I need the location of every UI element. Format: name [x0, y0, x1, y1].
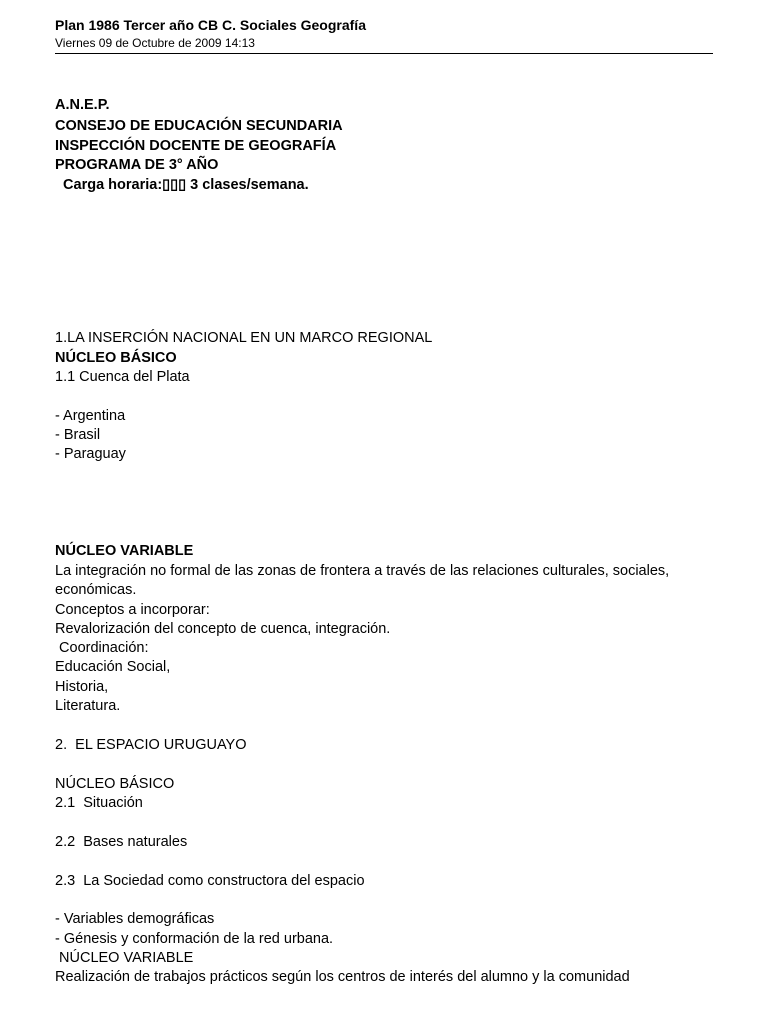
section-1-variable-text-cont: económicas. — [55, 582, 137, 598]
heading-carga-horaria: Carga horaria:▯▯▯ 3 clases/semana. — [55, 177, 309, 193]
country-item: - Paraguay — [55, 446, 126, 462]
item-2-3: 2.3 La Sociedad como constructora del espacio — [55, 873, 365, 889]
concepts-label: Conceptos a incorporar: — [55, 602, 210, 618]
section-1-variable-text: La integración no formal de las zonas de frontera a través de las relaciones culturales, sociales, — [55, 563, 670, 579]
header-divider — [55, 53, 713, 54]
section-1-variable-label: NÚCLEO VARIABLE — [55, 543, 194, 559]
section-2-variable-text: Realización de trabajos prácticos según los centros de interés del alumno y la comunidad — [55, 969, 630, 985]
heading-anep: A.N.E.P. — [55, 97, 110, 113]
document-title: Plan 1986 Tercer año CB C. Sociales Geografía — [55, 17, 366, 33]
section-1-basic-label: NÚCLEO BÁSICO — [55, 350, 177, 366]
item-2-1: 2.1 Situación — [55, 795, 143, 811]
sub-item: - Génesis y conformación de la red urbana. — [55, 931, 334, 947]
section-2-title: 2. EL ESPACIO URUGUAYO — [55, 737, 247, 753]
heading-consejo: CONSEJO DE EDUCACIÓN SECUNDARIA — [55, 118, 343, 134]
section-2-basic-label: NÚCLEO BÁSICO — [55, 776, 175, 792]
page-header — [55, 16, 713, 51]
document-date: Viernes 09 de Octubre de 2009 14:13 — [55, 36, 255, 50]
concepts-text: Revalorización del concepto de cuenca, integración. — [55, 621, 391, 637]
coordination-item: Historia, — [55, 679, 109, 695]
heading-inspeccion: INSPECCIÓN DOCENTE DE GEOGRAFÍA — [55, 138, 337, 154]
item-2-2: 2.2 Bases naturales — [55, 834, 188, 850]
section-2-variable-label: NÚCLEO VARIABLE — [55, 950, 194, 966]
section-1-title: 1.LA INSERCIÓN NACIONAL EN UN MARCO REGIONAL — [55, 330, 433, 346]
coordination-item: Literatura. — [55, 698, 121, 714]
coordination-label: Coordinación: — [55, 640, 149, 656]
heading-programa: PROGRAMA DE 3° AÑO — [55, 157, 219, 173]
country-item: - Argentina — [55, 408, 126, 424]
sub-item: - Variables demográficas — [55, 911, 215, 927]
item-1-1: 1.1 Cuenca del Plata — [55, 369, 190, 385]
country-item: - Brasil — [55, 427, 101, 443]
coordination-item: Educación Social, — [55, 659, 171, 675]
